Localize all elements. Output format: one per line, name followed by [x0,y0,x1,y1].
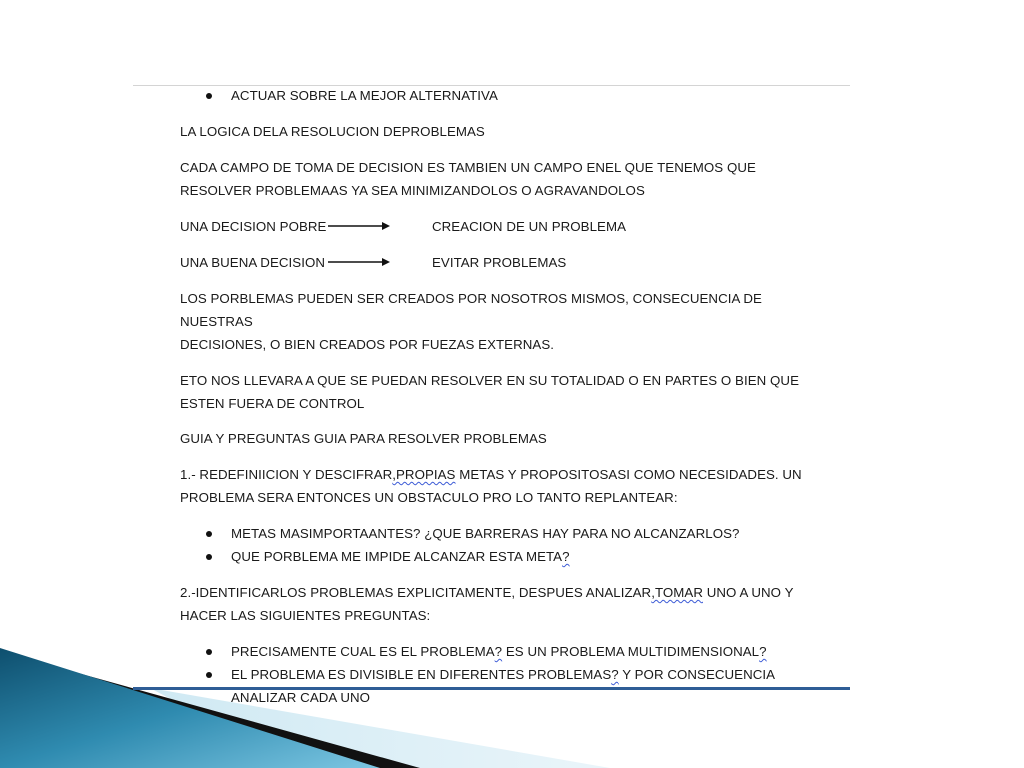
bullet-dot-icon [206,672,212,678]
bullet-item: PRECISAMENTE CUAL ES EL PROBLEMA? ES UN PROBLEMA MULTIDIMENSIONAL? [180,640,820,663]
heading-guide: GUIA Y PREGUNTAS GUIA PARA RESOLVER PROBLEMAS [180,431,547,446]
bullet-dot-icon [206,649,212,655]
spellcheck-mark: ? [494,644,503,659]
bottom-accent-rule [133,687,850,690]
paragraph-step-1: 1.- REDEFINIICION Y DESCIFRAR,PROPIAS METAS Y PROPOSITOSASI COMO NECESIDADES. UN PROBLEMA SERA ENTONCES UN OBSTACULO PRO LO TANTO REPLANTEAR: [180,467,802,505]
paragraph: CADA CAMPO DE TOMA DE DECISION ES TAMBIEN UN CAMPO ENEL QUE TENEMOS QUE RESOLVER PROBLEMAAS YA SEA MINIMIZANDOLOS O AGRAVANDOLOS [180,160,756,198]
decision-row-poor: UNA DECISION POBRE CREACION DE UN PROBLEMA [180,219,626,234]
spellcheck-mark: ? [759,644,767,659]
bullet-item: EL PROBLEMA ES DIVISIBLE EN DIFERENTES PROBLEMAS? Y POR CONSECUENCIA ANALIZAR CADA UNO [180,663,820,709]
bullet-dot-icon [206,554,212,560]
bullet-dot-icon [206,531,212,537]
spellcheck-mark: ? [562,549,570,564]
spellcheck-mark: ,PROPIAS [392,467,456,482]
bullet-item: QUE PORBLEMA ME IMPIDE ALCANZAR ESTA META? [180,545,820,568]
bullet-dot-icon [206,93,212,99]
bullet-item: ACTUAR SOBRE LA MEJOR ALTERNATIVA [180,84,820,107]
heading-logic: LA LOGICA DELA RESOLUCION DEPROBLEMAS [180,124,485,139]
arrow-right-icon [328,219,392,233]
spellcheck-mark: ,TOMAR [651,585,703,600]
paragraph: ETO NOS LLEVARA A QUE SE PUEDAN RESOLVER EN SU TOTALIDAD O EN PARTES O BIEN QUE ESTEN FUERA DE CONTROL [180,373,799,411]
spellcheck-mark: ? [611,667,619,682]
bullet-item: METAS MASIMPORTAANTES? ¿QUE BARRERAS HAY PARA NO ALCANZARLOS? [180,522,820,545]
decision-row-good: UNA BUENA DECISION EVITAR PROBLEMAS [180,255,567,270]
paragraph: LOS PORBLEMAS PUEDEN SER CREADOS POR NOSOTROS MISMOS, CONSECUENCIA DE NUESTRAS DECISIONES, O BIEN CREADOS POR FUEZAS EXTERNAS. [180,291,762,352]
document-body [180,84,820,709]
paragraph-step-2: 2.-IDENTIFICARLOS PROBLEMAS EXPLICITAMENTE, DESPUES ANALIZAR,TOMAR UNO A UNO Y HACER LAS SIGUIENTES PREGUNTAS: [180,585,794,623]
arrow-right-icon [328,255,392,269]
